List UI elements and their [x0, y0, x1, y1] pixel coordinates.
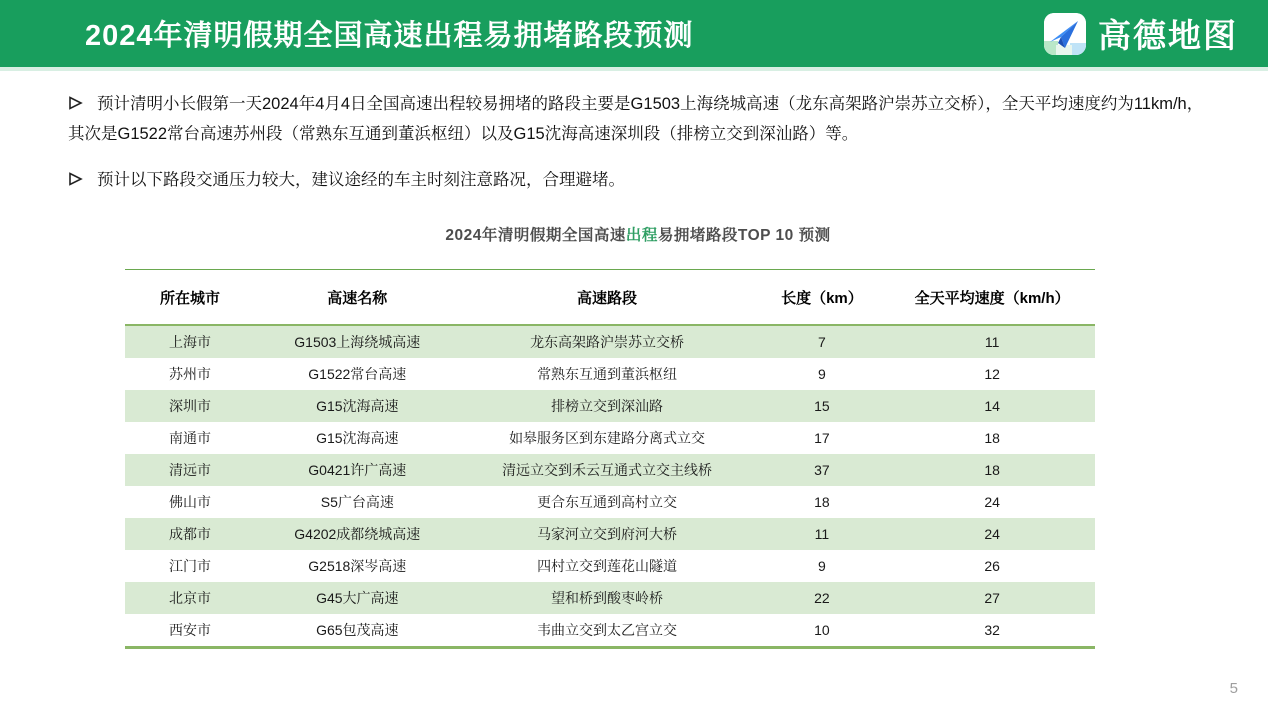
- table-cell: 27: [984, 590, 1000, 606]
- table-cell: 排榜立交到深汕路: [551, 398, 664, 414]
- bullet-item: [68, 89, 1208, 149]
- table-cell: 18: [984, 430, 1000, 446]
- table-cell: 14: [984, 398, 1000, 414]
- table-cell: 深圳市: [168, 398, 211, 414]
- amap-paper-plane-icon: [1044, 13, 1086, 55]
- table-row: [125, 582, 1095, 614]
- table-cell: 西安市: [168, 622, 211, 638]
- table-cell: S5广台高速: [320, 494, 394, 510]
- column-header-highway-name: 高速名称: [327, 289, 388, 307]
- table-title-suffix: 易拥堵路段TOP 10 预测: [657, 227, 831, 244]
- table-cell: G1522常台高速: [308, 366, 407, 382]
- table-cell: 马家河立交到府河大桥: [537, 526, 678, 542]
- table-row: [125, 550, 1095, 582]
- amap-logo: [1044, 10, 1238, 57]
- congestion-table: [125, 269, 1095, 649]
- table-cell: 7: [818, 334, 826, 350]
- table-cell: G15沈海高速: [316, 398, 399, 414]
- page-number: 5: [1229, 680, 1238, 697]
- column-header-avg-speed: 全天平均速度（km/h）: [914, 289, 1070, 307]
- column-header-length: 长度（km）: [781, 289, 863, 307]
- table-cell: 12: [984, 366, 1000, 382]
- table-row: [125, 486, 1095, 518]
- table-cell: 南通市: [168, 430, 211, 446]
- table-cell: 北京市: [168, 590, 211, 606]
- table-row: [125, 614, 1095, 646]
- table-cell: 26: [984, 558, 1000, 574]
- table-cell: 24: [984, 526, 1000, 542]
- column-header-segment: 高速路段: [577, 289, 638, 307]
- table-cell: G2518深岑高速: [308, 558, 407, 574]
- table-cell: 17: [814, 430, 830, 446]
- table-cell: G1503上海绕城高速: [294, 334, 421, 350]
- header-bar: [0, 0, 1268, 67]
- table-title: [68, 223, 1208, 245]
- table-cell: G0421许广高速: [308, 462, 407, 478]
- table-cell: 苏州市: [168, 366, 211, 382]
- table-cell: 四村立交到莲花山隧道: [537, 558, 678, 574]
- table-cell: 9: [818, 558, 826, 574]
- column-header-city: 所在城市: [159, 289, 220, 307]
- table-cell: G15沈海高速: [316, 430, 399, 446]
- table-row: [125, 358, 1095, 390]
- table-cell: 佛山市: [168, 494, 211, 510]
- table-cell: G4202成都绕城高速: [294, 526, 421, 542]
- table-cell: 韦曲立交到太乙宫立交: [537, 622, 678, 638]
- table-cell: 24: [984, 494, 1000, 510]
- bullet-list: [68, 89, 1208, 195]
- table-cell: 常熟东互通到董浜枢纽: [537, 366, 678, 382]
- table-cell: 10: [814, 622, 830, 638]
- table-title-prefix: 2024年清明假期全国高速: [445, 227, 626, 244]
- table-cell: G65包茂高速: [316, 622, 399, 638]
- table-cell: 18: [984, 462, 1000, 478]
- brand-name: 高德地图: [1098, 17, 1238, 54]
- arrow-bullet-icon: [68, 166, 83, 196]
- table-cell: 江门市: [168, 558, 211, 574]
- table-cell: 37: [814, 462, 830, 478]
- table-row: [125, 422, 1095, 454]
- table-cell: 18: [814, 494, 830, 510]
- table-cell: 龙东高架路沪崇苏立交桥: [530, 334, 685, 350]
- table-cell: 22: [814, 590, 830, 606]
- table-row: [125, 390, 1095, 422]
- table-cell: 如皋服务区到东建路分离式立交: [509, 430, 706, 446]
- table-cell: 32: [984, 622, 1000, 638]
- table-header-row: [125, 270, 1095, 326]
- table-cell: 更合东互通到高村立交: [537, 494, 678, 510]
- table-row: [125, 326, 1095, 358]
- table-title-highlight: 出程: [625, 227, 658, 244]
- table-cell: 11: [984, 334, 1000, 350]
- table-cell: G45大广高速: [316, 590, 399, 606]
- table-cell: 成都市: [168, 526, 211, 542]
- table-cell: 清远立交到禾云互通式立交主线桥: [502, 462, 713, 478]
- bullet-text: 预计清明小长假第一天2024年4月4日全国高速出程较易拥堵的路段主要是G1503上海绕城高速（龙东高架路沪崇苏立交桥），全天平均速度约为11km/h，其次是G1522常台高速苏州段（常熟东互通到董浜枢纽）以及G15沈海高速深圳段（排榜立交到深汕路）等。: [68, 95, 1204, 143]
- bullet-text: 预计以下路段交通压力较大，建议途经的车主时刻注意路况，合理避堵。: [97, 171, 625, 189]
- table-row: [125, 454, 1095, 486]
- arrow-bullet-icon: [68, 90, 83, 120]
- table-cell: 15: [814, 398, 830, 414]
- table-cell: 11: [814, 526, 830, 542]
- table-cell: 清远市: [168, 462, 211, 478]
- slide-body: [0, 71, 1268, 649]
- page-title: 2024年清明假期全国高速出程易拥堵路段预测: [85, 20, 694, 52]
- table-cell: 上海市: [168, 334, 211, 350]
- table-body: [125, 326, 1095, 646]
- table-row: [125, 518, 1095, 550]
- bullet-item: [68, 165, 1208, 195]
- table-cell: 望和桥到酸枣岭桥: [551, 590, 664, 606]
- table-cell: 9: [818, 366, 826, 382]
